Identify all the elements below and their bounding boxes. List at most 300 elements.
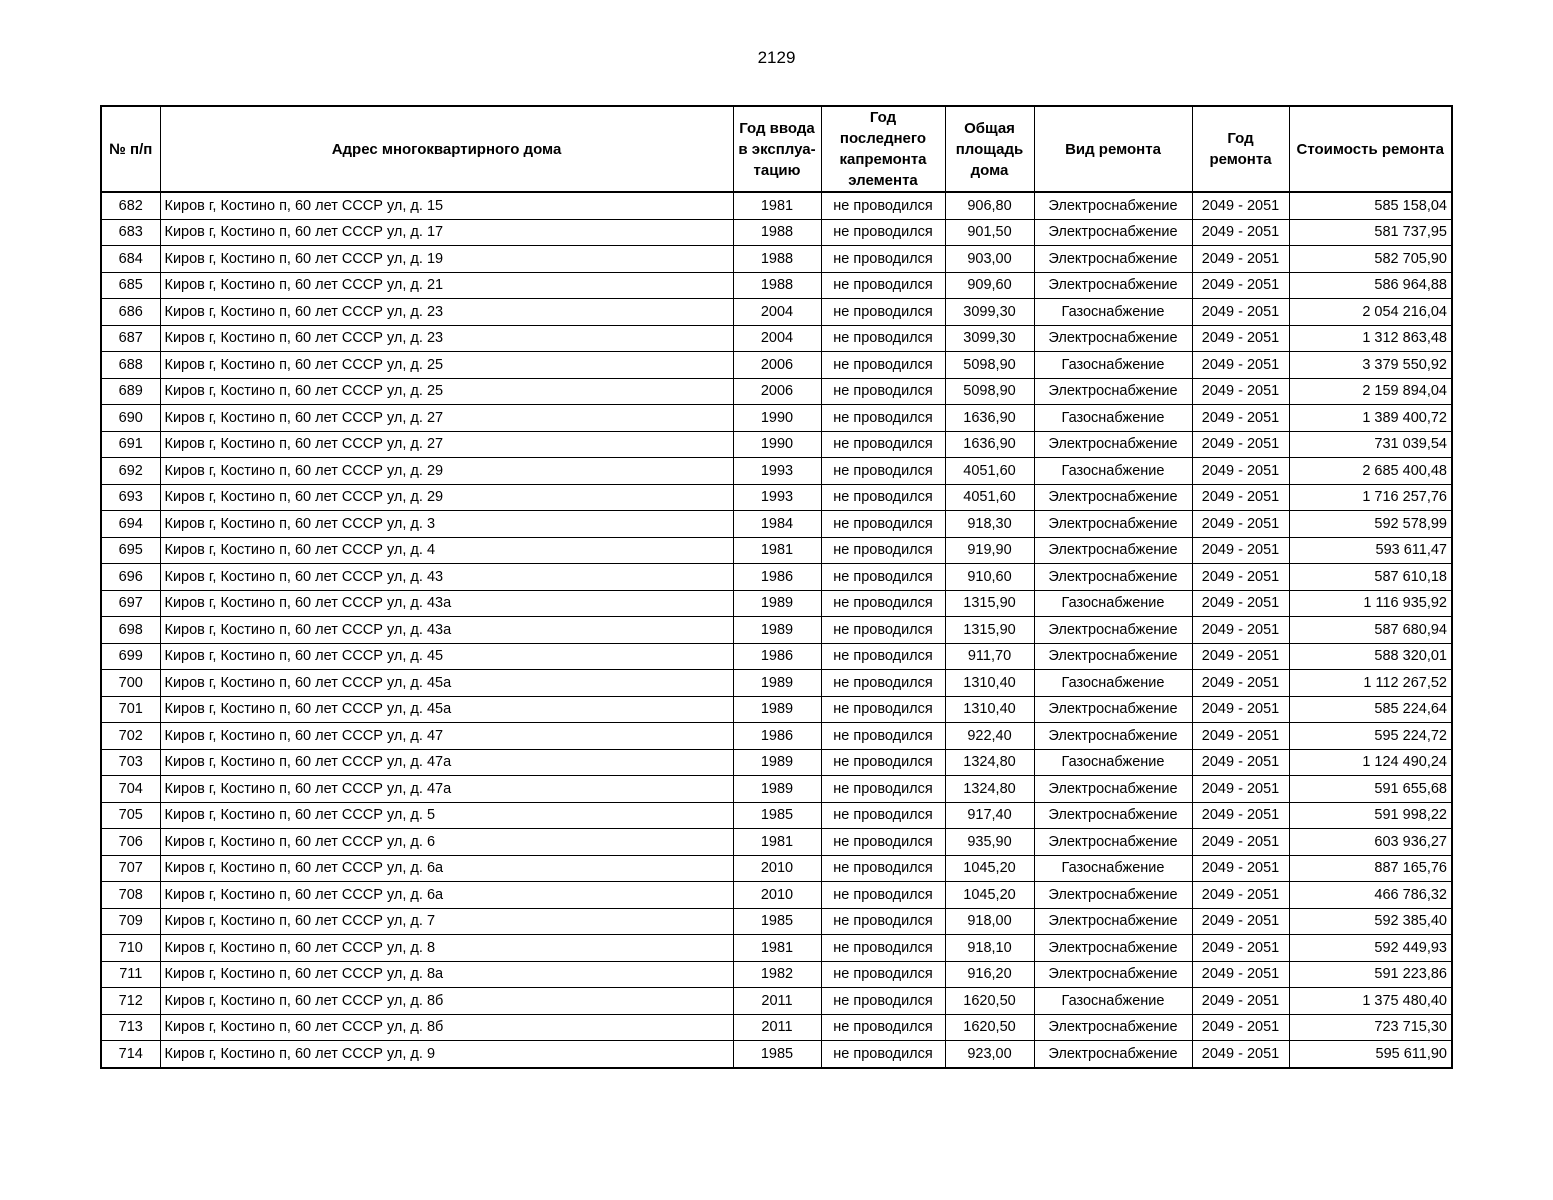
- cell-repair-period: 2049 - 2051: [1192, 219, 1289, 246]
- cell-num: 694: [101, 511, 160, 538]
- table-row: [101, 431, 1452, 458]
- cell-cost: 581 737,95: [1289, 219, 1452, 246]
- cell-area: 1315,90: [945, 617, 1034, 644]
- cell-year-built: 1990: [733, 405, 821, 432]
- cell-cost: 1 116 935,92: [1289, 590, 1452, 617]
- cell-area: 3099,30: [945, 325, 1034, 352]
- cell-address: Киров г, Костино п, 60 лет СССР ул, д. 25: [160, 352, 733, 379]
- cell-repair-kind: Газоснабжение: [1034, 590, 1192, 617]
- table-row: [101, 192, 1452, 219]
- cell-area: 1324,80: [945, 776, 1034, 803]
- cell-area: 910,60: [945, 564, 1034, 591]
- cell-cost: 1 389 400,72: [1289, 405, 1452, 432]
- cell-num: 696: [101, 564, 160, 591]
- cell-cost: 1 375 480,40: [1289, 988, 1452, 1015]
- header-area: Общая площадь дома: [945, 106, 1034, 192]
- cell-cost: 591 223,86: [1289, 961, 1452, 988]
- cell-area: 909,60: [945, 272, 1034, 299]
- cell-last-repair: не проводился: [821, 882, 945, 909]
- cell-area: 5098,90: [945, 378, 1034, 405]
- cell-address: Киров г, Костино п, 60 лет СССР ул, д. 8б: [160, 1014, 733, 1041]
- cell-cost: 595 224,72: [1289, 723, 1452, 750]
- cell-repair-period: 2049 - 2051: [1192, 855, 1289, 882]
- table-row: [101, 617, 1452, 644]
- cell-year-built: 1993: [733, 484, 821, 511]
- table-row: [101, 749, 1452, 776]
- cell-num: 708: [101, 882, 160, 909]
- cell-num: 683: [101, 219, 160, 246]
- cell-address: Киров г, Костино п, 60 лет СССР ул, д. 4: [160, 537, 733, 564]
- cell-repair-period: 2049 - 2051: [1192, 352, 1289, 379]
- cell-repair-kind: Электроснабжение: [1034, 484, 1192, 511]
- table-row: [101, 882, 1452, 909]
- cell-area: 911,70: [945, 643, 1034, 670]
- cell-area: 1045,20: [945, 855, 1034, 882]
- cell-area: 923,00: [945, 1041, 1034, 1068]
- cell-year-built: 1981: [733, 192, 821, 219]
- cell-last-repair: не проводился: [821, 564, 945, 591]
- cell-repair-kind: Электроснабжение: [1034, 219, 1192, 246]
- cell-last-repair: не проводился: [821, 908, 945, 935]
- cell-last-repair: не проводился: [821, 643, 945, 670]
- cell-repair-period: 2049 - 2051: [1192, 723, 1289, 750]
- cell-address: Киров г, Костино п, 60 лет СССР ул, д. 5: [160, 802, 733, 829]
- cell-num: 710: [101, 935, 160, 962]
- cell-num: 692: [101, 458, 160, 485]
- cell-cost: 588 320,01: [1289, 643, 1452, 670]
- cell-last-repair: не проводился: [821, 961, 945, 988]
- cell-year-built: 1990: [733, 431, 821, 458]
- cell-year-built: 1986: [733, 723, 821, 750]
- cell-repair-kind: Газоснабжение: [1034, 299, 1192, 326]
- cell-cost: 1 312 863,48: [1289, 325, 1452, 352]
- cell-area: 1636,90: [945, 431, 1034, 458]
- table-row: [101, 1014, 1452, 1041]
- cell-repair-kind: Электроснабжение: [1034, 537, 1192, 564]
- cell-area: 4051,60: [945, 458, 1034, 485]
- cell-repair-period: 2049 - 2051: [1192, 696, 1289, 723]
- cell-repair-period: 2049 - 2051: [1192, 802, 1289, 829]
- cell-repair-kind: Электроснабжение: [1034, 511, 1192, 538]
- table-row: [101, 829, 1452, 856]
- cell-repair-kind: Электроснабжение: [1034, 1041, 1192, 1068]
- cell-num: 701: [101, 696, 160, 723]
- cell-year-built: 1986: [733, 564, 821, 591]
- cell-repair-kind: Электроснабжение: [1034, 723, 1192, 750]
- cell-num: 711: [101, 961, 160, 988]
- cell-address: Киров г, Костино п, 60 лет СССР ул, д. 7: [160, 908, 733, 935]
- cell-num: 712: [101, 988, 160, 1015]
- cell-cost: 603 936,27: [1289, 829, 1452, 856]
- cell-address: Киров г, Костино п, 60 лет СССР ул, д. 8б: [160, 988, 733, 1015]
- cell-last-repair: не проводился: [821, 378, 945, 405]
- table-row: [101, 988, 1452, 1015]
- cell-num: 686: [101, 299, 160, 326]
- cell-last-repair: не проводился: [821, 458, 945, 485]
- cell-year-built: 1988: [733, 272, 821, 299]
- cell-repair-kind: Электроснабжение: [1034, 1014, 1192, 1041]
- table-row: [101, 272, 1452, 299]
- cell-address: Киров г, Костино п, 60 лет СССР ул, д. 27: [160, 405, 733, 432]
- cell-area: 901,50: [945, 219, 1034, 246]
- cell-repair-kind: Электроснабжение: [1034, 431, 1192, 458]
- cell-cost: 585 158,04: [1289, 192, 1452, 219]
- cell-year-built: 1989: [733, 749, 821, 776]
- cell-cost: 593 611,47: [1289, 537, 1452, 564]
- cell-repair-kind: Электроснабжение: [1034, 802, 1192, 829]
- cell-year-built: 2011: [733, 1014, 821, 1041]
- cell-year-built: 1989: [733, 776, 821, 803]
- header-cost: Стоимость ремонта: [1289, 106, 1452, 192]
- cell-num: 702: [101, 723, 160, 750]
- cell-year-built: 2006: [733, 352, 821, 379]
- cell-area: 903,00: [945, 246, 1034, 273]
- cell-last-repair: не проводился: [821, 511, 945, 538]
- cell-repair-period: 2049 - 2051: [1192, 988, 1289, 1015]
- cell-address: Киров г, Костино п, 60 лет СССР ул, д. 45а: [160, 696, 733, 723]
- cell-repair-period: 2049 - 2051: [1192, 908, 1289, 935]
- table-row: [101, 802, 1452, 829]
- table-row: [101, 590, 1452, 617]
- cell-repair-period: 2049 - 2051: [1192, 272, 1289, 299]
- cell-repair-kind: Электроснабжение: [1034, 829, 1192, 856]
- cell-cost: 592 385,40: [1289, 908, 1452, 935]
- table-row: [101, 246, 1452, 273]
- cell-num: 705: [101, 802, 160, 829]
- cell-address: Киров г, Костино п, 60 лет СССР ул, д. 43: [160, 564, 733, 591]
- cell-cost: 1 716 257,76: [1289, 484, 1452, 511]
- cell-year-built: 2010: [733, 882, 821, 909]
- cell-last-repair: не проводился: [821, 219, 945, 246]
- cell-year-built: 1985: [733, 908, 821, 935]
- header-repair-period: Год ремонта: [1192, 106, 1289, 192]
- cell-repair-period: 2049 - 2051: [1192, 749, 1289, 776]
- cell-last-repair: не проводился: [821, 696, 945, 723]
- cell-address: Киров г, Костино п, 60 лет СССР ул, д. 43а: [160, 590, 733, 617]
- cell-cost: 2 685 400,48: [1289, 458, 1452, 485]
- cell-num: 709: [101, 908, 160, 935]
- table-body: [101, 192, 1452, 1068]
- cell-repair-period: 2049 - 2051: [1192, 405, 1289, 432]
- cell-repair-period: 2049 - 2051: [1192, 643, 1289, 670]
- cell-address: Киров г, Костино п, 60 лет СССР ул, д. 25: [160, 378, 733, 405]
- cell-repair-period: 2049 - 2051: [1192, 378, 1289, 405]
- cell-address: Киров г, Костино п, 60 лет СССР ул, д. 6: [160, 829, 733, 856]
- cell-num: 689: [101, 378, 160, 405]
- cell-cost: 466 786,32: [1289, 882, 1452, 909]
- cell-last-repair: не проводился: [821, 855, 945, 882]
- cell-cost: 2 054 216,04: [1289, 299, 1452, 326]
- cell-year-built: 2011: [733, 988, 821, 1015]
- cell-address: Киров г, Костино п, 60 лет СССР ул, д. 19: [160, 246, 733, 273]
- cell-area: 1620,50: [945, 1014, 1034, 1041]
- cell-area: 918,30: [945, 511, 1034, 538]
- cell-num: 688: [101, 352, 160, 379]
- cell-year-built: 1989: [733, 696, 821, 723]
- cell-last-repair: не проводился: [821, 352, 945, 379]
- cell-address: Киров г, Костино п, 60 лет СССР ул, д. 9: [160, 1041, 733, 1068]
- header-year-built: Год ввода в эксплуа-тацию: [733, 106, 821, 192]
- cell-area: 1315,90: [945, 590, 1034, 617]
- page-number: 2129: [757, 48, 796, 67]
- cell-num: 687: [101, 325, 160, 352]
- table-row: [101, 378, 1452, 405]
- cell-address: Киров г, Костино п, 60 лет СССР ул, д. 47а: [160, 749, 733, 776]
- cell-last-repair: не проводился: [821, 484, 945, 511]
- cell-repair-period: 2049 - 2051: [1192, 882, 1289, 909]
- table-row: [101, 511, 1452, 538]
- cell-year-built: 1988: [733, 246, 821, 273]
- cell-last-repair: не проводился: [821, 670, 945, 697]
- header-num: № п/п: [101, 106, 160, 192]
- cell-num: 706: [101, 829, 160, 856]
- cell-year-built: 2006: [733, 378, 821, 405]
- cell-num: 704: [101, 776, 160, 803]
- cell-last-repair: не проводился: [821, 272, 945, 299]
- cell-area: 906,80: [945, 192, 1034, 219]
- cell-area: 922,40: [945, 723, 1034, 750]
- cell-address: Киров г, Костино п, 60 лет СССР ул, д. 8: [160, 935, 733, 962]
- cell-address: Киров г, Костино п, 60 лет СССР ул, д. 45а: [160, 670, 733, 697]
- cell-last-repair: не проводился: [821, 431, 945, 458]
- cell-address: Киров г, Костино п, 60 лет СССР ул, д. 23: [160, 299, 733, 326]
- cell-address: Киров г, Костино п, 60 лет СССР ул, д. 43а: [160, 617, 733, 644]
- cell-repair-period: 2049 - 2051: [1192, 590, 1289, 617]
- cell-area: 919,90: [945, 537, 1034, 564]
- cell-repair-kind: Газоснабжение: [1034, 749, 1192, 776]
- cell-cost: 585 224,64: [1289, 696, 1452, 723]
- cell-repair-kind: Газоснабжение: [1034, 670, 1192, 697]
- cell-num: 697: [101, 590, 160, 617]
- table-row: [101, 352, 1452, 379]
- table-row: [101, 1041, 1452, 1068]
- cell-repair-period: 2049 - 2051: [1192, 670, 1289, 697]
- cell-repair-kind: Электроснабжение: [1034, 272, 1192, 299]
- cell-year-built: 1985: [733, 802, 821, 829]
- cell-cost: 723 715,30: [1289, 1014, 1452, 1041]
- cell-repair-period: 2049 - 2051: [1192, 299, 1289, 326]
- table-row: [101, 325, 1452, 352]
- cell-area: 1324,80: [945, 749, 1034, 776]
- cell-repair-kind: Электроснабжение: [1034, 935, 1192, 962]
- cell-year-built: 1985: [733, 1041, 821, 1068]
- cell-cost: 592 449,93: [1289, 935, 1452, 962]
- cell-repair-kind: Газоснабжение: [1034, 458, 1192, 485]
- cell-address: Киров г, Костино п, 60 лет СССР ул, д. 21: [160, 272, 733, 299]
- cell-area: 3099,30: [945, 299, 1034, 326]
- cell-address: Киров г, Костино п, 60 лет СССР ул, д. 17: [160, 219, 733, 246]
- cell-repair-period: 2049 - 2051: [1192, 1041, 1289, 1068]
- cell-num: 713: [101, 1014, 160, 1041]
- cell-num: 690: [101, 405, 160, 432]
- cell-year-built: 1982: [733, 961, 821, 988]
- cell-cost: 587 610,18: [1289, 564, 1452, 591]
- cell-num: 691: [101, 431, 160, 458]
- cell-repair-period: 2049 - 2051: [1192, 484, 1289, 511]
- header-repair-kind: Вид ремонта: [1034, 106, 1192, 192]
- cell-address: Киров г, Костино п, 60 лет СССР ул, д. 29: [160, 484, 733, 511]
- cell-repair-period: 2049 - 2051: [1192, 1014, 1289, 1041]
- table-row: [101, 405, 1452, 432]
- cell-cost: 3 379 550,92: [1289, 352, 1452, 379]
- cell-address: Киров г, Костино п, 60 лет СССР ул, д. 45: [160, 643, 733, 670]
- table-row: [101, 219, 1452, 246]
- cell-repair-kind: Электроснабжение: [1034, 776, 1192, 803]
- cell-area: 1310,40: [945, 670, 1034, 697]
- cell-repair-period: 2049 - 2051: [1192, 564, 1289, 591]
- cell-repair-period: 2049 - 2051: [1192, 192, 1289, 219]
- table-header: [101, 106, 1452, 192]
- cell-area: 1045,20: [945, 882, 1034, 909]
- cell-repair-period: 2049 - 2051: [1192, 961, 1289, 988]
- cell-year-built: 1989: [733, 670, 821, 697]
- cell-last-repair: не проводился: [821, 776, 945, 803]
- cell-cost: 586 964,88: [1289, 272, 1452, 299]
- cell-year-built: 2004: [733, 299, 821, 326]
- cell-cost: 731 039,54: [1289, 431, 1452, 458]
- cell-cost: 2 159 894,04: [1289, 378, 1452, 405]
- cell-repair-kind: Электроснабжение: [1034, 643, 1192, 670]
- cell-area: 5098,90: [945, 352, 1034, 379]
- cell-repair-period: 2049 - 2051: [1192, 776, 1289, 803]
- cell-repair-kind: Электроснабжение: [1034, 192, 1192, 219]
- cell-year-built: 1988: [733, 219, 821, 246]
- table-row: [101, 537, 1452, 564]
- cell-last-repair: не проводился: [821, 935, 945, 962]
- cell-last-repair: не проводился: [821, 988, 945, 1015]
- cell-cost: 887 165,76: [1289, 855, 1452, 882]
- cell-year-built: 1984: [733, 511, 821, 538]
- cell-num: 682: [101, 192, 160, 219]
- cell-area: 1636,90: [945, 405, 1034, 432]
- cell-repair-kind: Электроснабжение: [1034, 617, 1192, 644]
- table-row: [101, 855, 1452, 882]
- table-row: [101, 776, 1452, 803]
- cell-area: 1620,50: [945, 988, 1034, 1015]
- cell-year-built: 1981: [733, 537, 821, 564]
- cell-year-built: 1981: [733, 829, 821, 856]
- cell-last-repair: не проводился: [821, 537, 945, 564]
- cell-repair-kind: Электроснабжение: [1034, 564, 1192, 591]
- cell-repair-period: 2049 - 2051: [1192, 829, 1289, 856]
- cell-area: 918,00: [945, 908, 1034, 935]
- cell-repair-kind: Газоснабжение: [1034, 855, 1192, 882]
- cell-address: Киров г, Костино п, 60 лет СССР ул, д. 6а: [160, 855, 733, 882]
- cell-num: 699: [101, 643, 160, 670]
- repair-table: [100, 105, 1453, 1069]
- cell-num: 707: [101, 855, 160, 882]
- cell-repair-period: 2049 - 2051: [1192, 537, 1289, 564]
- cell-address: Киров г, Костино п, 60 лет СССР ул, д. 6а: [160, 882, 733, 909]
- table-row: [101, 723, 1452, 750]
- cell-repair-kind: Газоснабжение: [1034, 988, 1192, 1015]
- table-row: [101, 670, 1452, 697]
- cell-repair-kind: Газоснабжение: [1034, 352, 1192, 379]
- cell-area: 916,20: [945, 961, 1034, 988]
- cell-address: Киров г, Костино п, 60 лет СССР ул, д. 27: [160, 431, 733, 458]
- cell-num: 714: [101, 1041, 160, 1068]
- cell-repair-kind: Электроснабжение: [1034, 378, 1192, 405]
- cell-area: 4051,60: [945, 484, 1034, 511]
- cell-num: 700: [101, 670, 160, 697]
- table-row: [101, 564, 1452, 591]
- cell-address: Киров г, Костино п, 60 лет СССР ул, д. 29: [160, 458, 733, 485]
- table-row: [101, 935, 1452, 962]
- cell-cost: 592 578,99: [1289, 511, 1452, 538]
- cell-repair-kind: Электроснабжение: [1034, 246, 1192, 273]
- cell-num: 685: [101, 272, 160, 299]
- cell-last-repair: не проводился: [821, 749, 945, 776]
- table-row: [101, 696, 1452, 723]
- cell-last-repair: не проводился: [821, 829, 945, 856]
- header-address: Адрес многоквартирного дома: [160, 106, 733, 192]
- cell-year-built: 1989: [733, 617, 821, 644]
- cell-year-built: 1986: [733, 643, 821, 670]
- cell-address: Киров г, Костино п, 60 лет СССР ул, д. 47а: [160, 776, 733, 803]
- cell-cost: 591 655,68: [1289, 776, 1452, 803]
- cell-repair-kind: Газоснабжение: [1034, 405, 1192, 432]
- cell-address: Киров г, Костино п, 60 лет СССР ул, д. 3: [160, 511, 733, 538]
- cell-address: Киров г, Костино п, 60 лет СССР ул, д. 8а: [160, 961, 733, 988]
- cell-num: 698: [101, 617, 160, 644]
- cell-address: Киров г, Костино п, 60 лет СССР ул, д. 23: [160, 325, 733, 352]
- cell-last-repair: не проводился: [821, 299, 945, 326]
- cell-last-repair: не проводился: [821, 192, 945, 219]
- cell-last-repair: не проводился: [821, 405, 945, 432]
- cell-num: 703: [101, 749, 160, 776]
- cell-repair-kind: Электроснабжение: [1034, 696, 1192, 723]
- header-row: [101, 106, 1452, 192]
- cell-repair-period: 2049 - 2051: [1192, 458, 1289, 485]
- table-row: [101, 908, 1452, 935]
- table-row: [101, 643, 1452, 670]
- cell-cost: 1 112 267,52: [1289, 670, 1452, 697]
- cell-address: Киров г, Костино п, 60 лет СССР ул, д. 47: [160, 723, 733, 750]
- cell-repair-period: 2049 - 2051: [1192, 325, 1289, 352]
- cell-last-repair: не проводился: [821, 723, 945, 750]
- cell-repair-period: 2049 - 2051: [1192, 935, 1289, 962]
- cell-last-repair: не проводился: [821, 617, 945, 644]
- cell-cost: 587 680,94: [1289, 617, 1452, 644]
- cell-num: 693: [101, 484, 160, 511]
- cell-address: Киров г, Костино п, 60 лет СССР ул, д. 15: [160, 192, 733, 219]
- cell-last-repair: не проводился: [821, 802, 945, 829]
- cell-cost: 582 705,90: [1289, 246, 1452, 273]
- cell-cost: 591 998,22: [1289, 802, 1452, 829]
- cell-num: 684: [101, 246, 160, 273]
- table-row: [101, 484, 1452, 511]
- table-row: [101, 299, 1452, 326]
- cell-repair-period: 2049 - 2051: [1192, 431, 1289, 458]
- cell-last-repair: не проводился: [821, 590, 945, 617]
- cell-year-built: 1993: [733, 458, 821, 485]
- cell-repair-kind: Электроснабжение: [1034, 908, 1192, 935]
- cell-area: 917,40: [945, 802, 1034, 829]
- cell-cost: 1 124 490,24: [1289, 749, 1452, 776]
- cell-last-repair: не проводился: [821, 246, 945, 273]
- cell-area: 918,10: [945, 935, 1034, 962]
- cell-year-built: 2010: [733, 855, 821, 882]
- cell-year-built: 1989: [733, 590, 821, 617]
- cell-repair-period: 2049 - 2051: [1192, 246, 1289, 273]
- cell-repair-period: 2049 - 2051: [1192, 617, 1289, 644]
- cell-last-repair: не проводился: [821, 1041, 945, 1068]
- table-row: [101, 961, 1452, 988]
- cell-year-built: 1981: [733, 935, 821, 962]
- header-last-repair: Год последнего капремонта элемента: [821, 106, 945, 192]
- cell-area: 1310,40: [945, 696, 1034, 723]
- cell-repair-kind: Электроснабжение: [1034, 882, 1192, 909]
